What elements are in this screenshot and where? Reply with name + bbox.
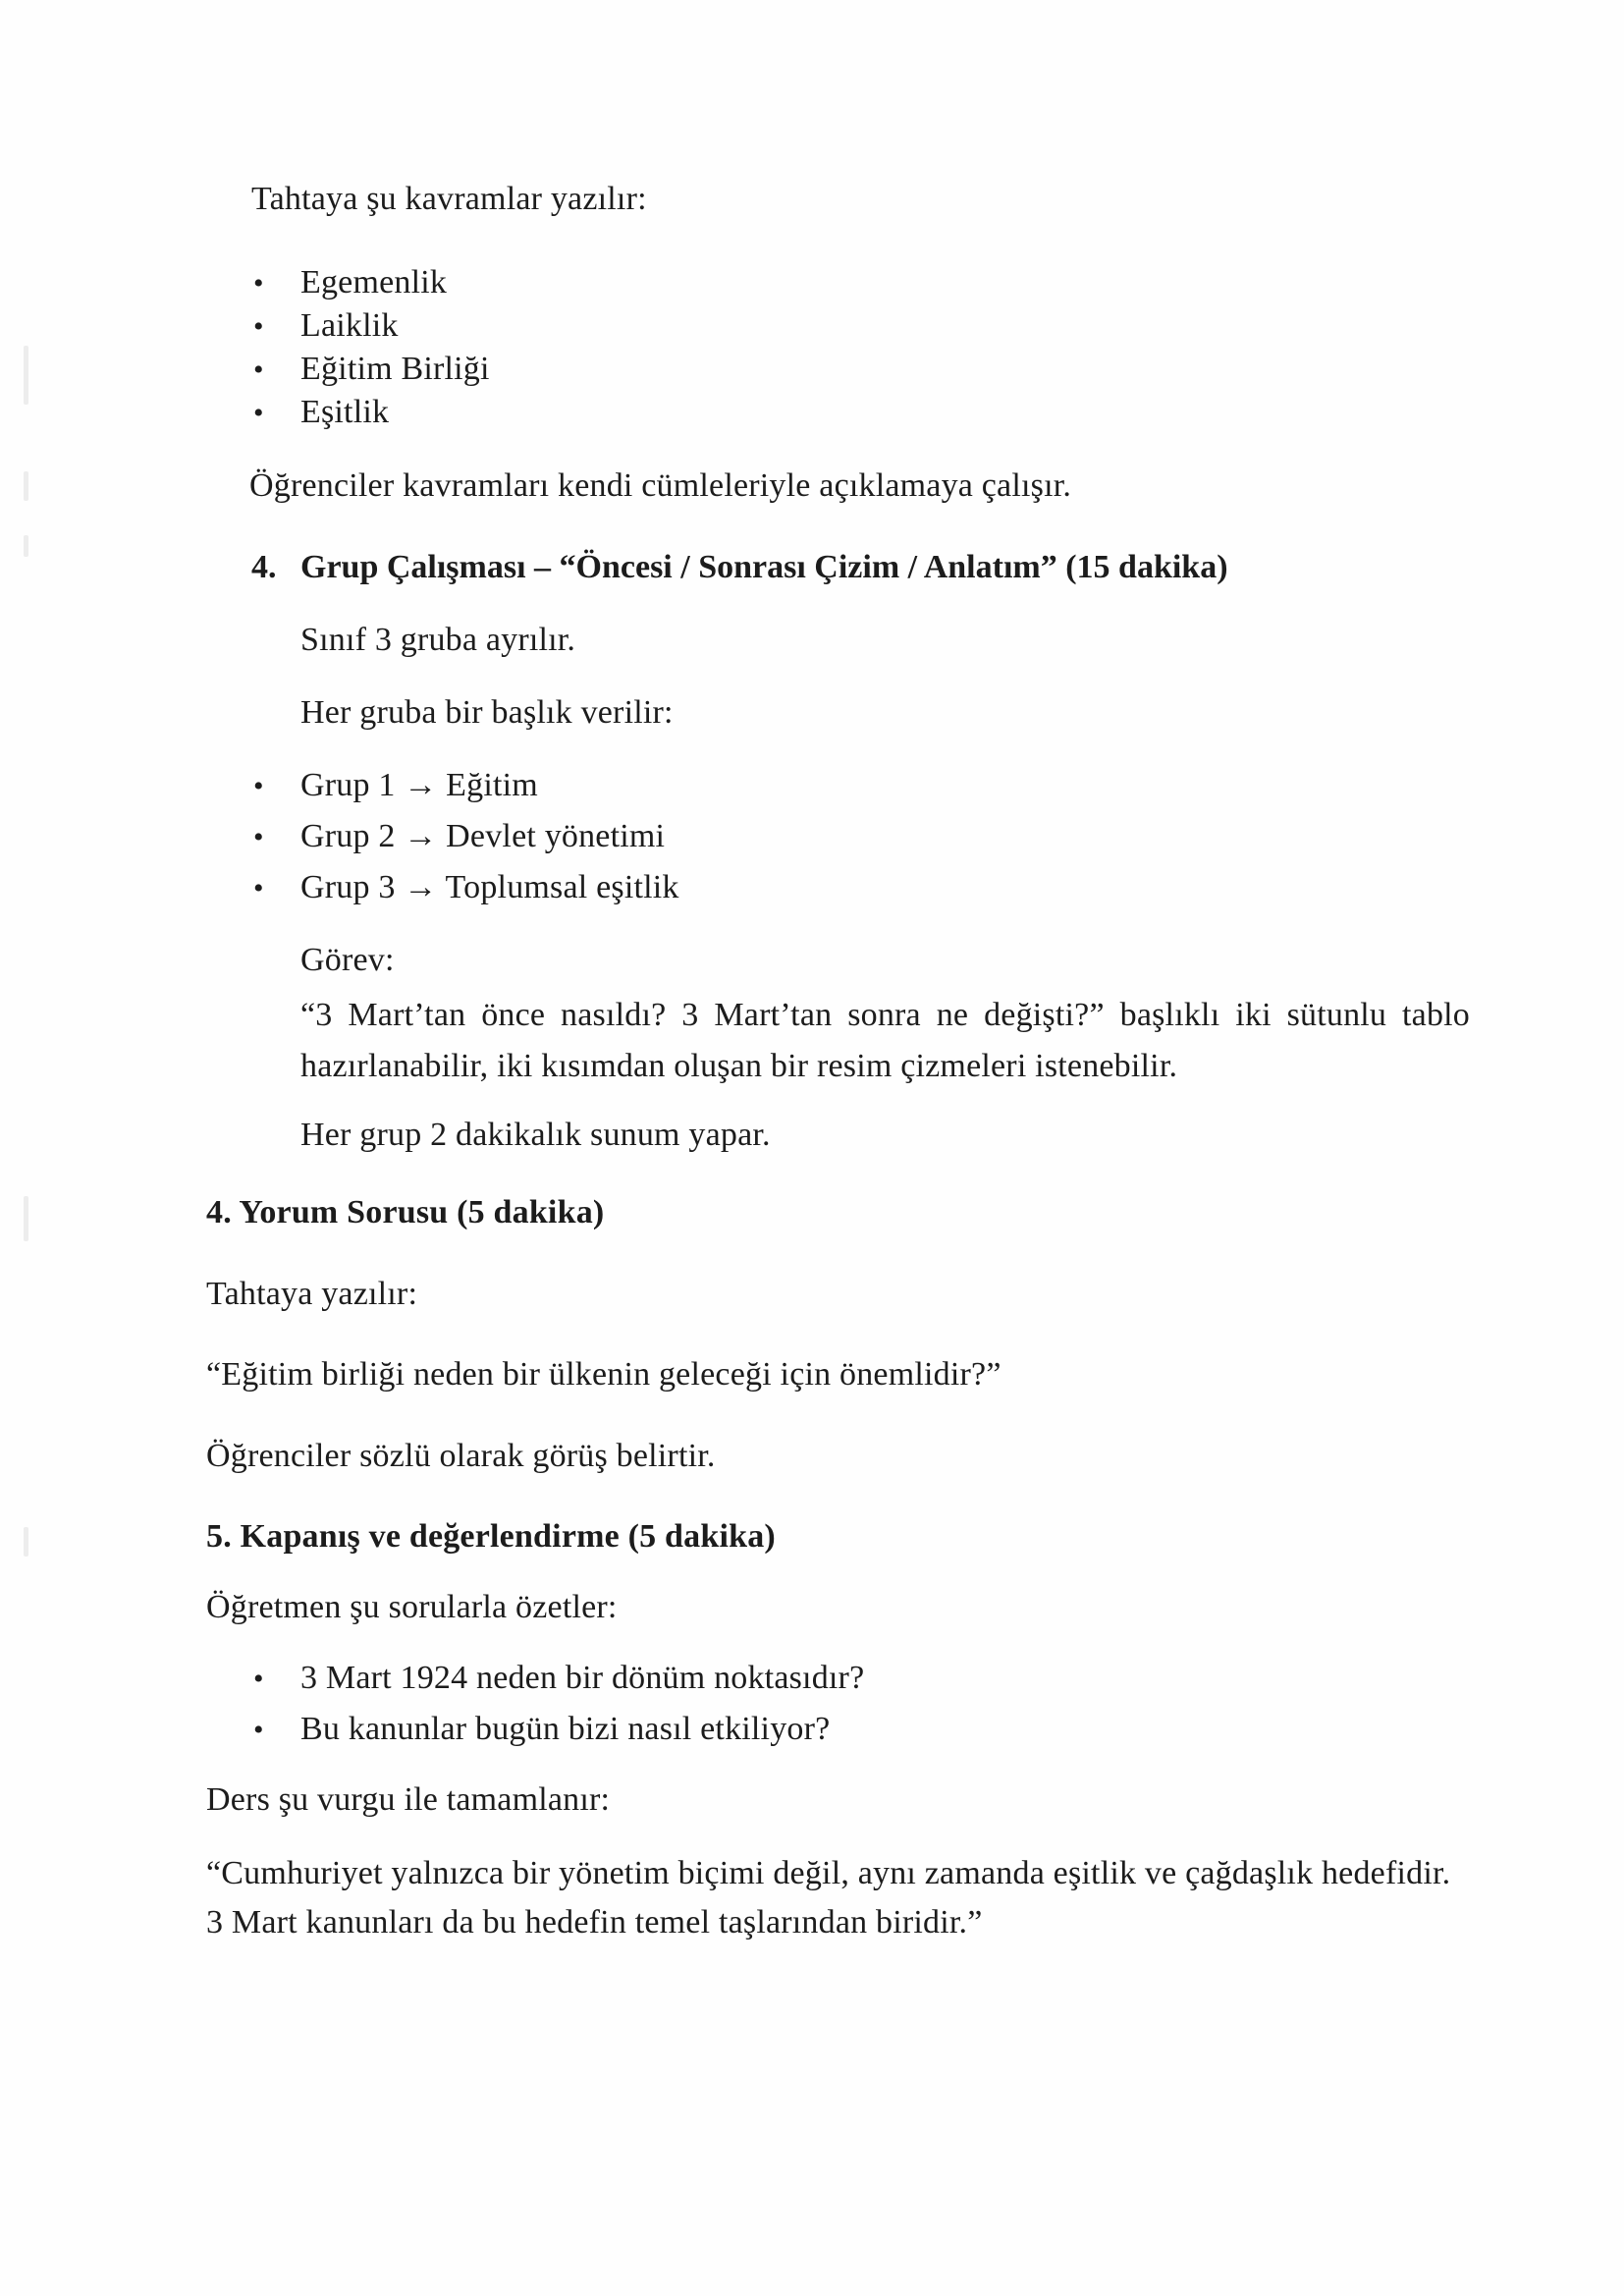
closing-section-heading: 5. Kapanış ve değerlendirme (5 dakika) xyxy=(206,1518,776,1555)
scan-artifact xyxy=(24,1527,28,1557)
group-activity-heading xyxy=(251,546,1228,589)
list-item xyxy=(253,348,490,392)
closing-question-item: 3 Mart 1924 neden bir dönüm noktasıdır? xyxy=(300,1660,865,1696)
assign-title-note: Her gruba bir başlık verilir: xyxy=(300,694,674,731)
bullet-icon: • xyxy=(253,354,264,386)
bullet-icon: • xyxy=(253,1714,264,1746)
list-item xyxy=(253,764,538,808)
list-item xyxy=(253,815,665,859)
bullet-icon: • xyxy=(253,397,264,429)
scan-artifact xyxy=(24,471,28,501)
oral-response-note: Öğrenciler sözlü olarak görüş belirtir. xyxy=(206,1438,716,1474)
board-write-note: Tahtaya yazılır: xyxy=(206,1276,418,1312)
comment-section-heading: 4. Yorum Sorusu (5 dakika) xyxy=(206,1194,605,1230)
closing-question-item: Bu kanunlar bugün bizi nasıl etkiliyor? xyxy=(300,1711,831,1747)
list-item xyxy=(253,391,389,435)
board-concepts-intro: Tahtaya şu kavramlar yazılır: xyxy=(251,181,647,217)
board-question-quote: “Eğitim birliği neden bir ülkenin geleceği için önemlidir?” xyxy=(206,1356,1001,1393)
bullet-icon: • xyxy=(253,821,264,853)
closing-quote: “Cumhuriyet yalnızca bir yönetim biçimi değil, aynı zamanda eşitlik ve çağdaşlık hedefidir. 3 Mart kanunları da bu hedefin temel taşlarından biridir.” xyxy=(206,1855,1451,1941)
scan-artifact xyxy=(24,346,28,405)
scan-artifact xyxy=(24,1196,28,1241)
list-item xyxy=(253,304,399,349)
lesson-end-note: Ders şu vurgu ile tamamlanır: xyxy=(206,1781,611,1818)
class-split-note: Sınıf 3 gruba ayrılır. xyxy=(300,622,576,658)
concept-item: Egemenlik xyxy=(300,264,448,301)
list-item xyxy=(253,1657,864,1701)
concepts-explanation-note: Öğrenciler kavramları kendi cümleleriyle açıklamaya çalışır. xyxy=(249,467,1072,504)
scan-artifact xyxy=(24,535,28,557)
group-item: Grup 1 → Eğitim xyxy=(300,767,538,803)
heading-title: Grup Çalışması – “Öncesi / Sonrası Çizim / Anlatım” (15 dakika) xyxy=(300,549,1228,585)
bullet-icon: • xyxy=(253,770,264,802)
list-item xyxy=(253,1708,830,1752)
heading-number: 4. xyxy=(251,549,277,585)
list-item xyxy=(253,261,447,305)
list-item xyxy=(253,866,679,910)
group-item: Grup 2 → Devlet yönetimi xyxy=(300,818,666,854)
task-description: “3 Mart’tan önce nasıldı? 3 Mart’tan sonra ne değişti?” başlıklı iki sütunlu tablo hazırlanabilir, iki kısımdan oluşan bir resim çizmeleri istenebilir. xyxy=(300,997,1470,1084)
concept-item: Eşitlik xyxy=(300,394,390,430)
presentation-note: Her grup 2 dakikalık sunum yapar. xyxy=(300,1117,771,1153)
bullet-icon: • xyxy=(253,310,264,343)
bullet-icon: • xyxy=(253,1663,264,1695)
task-label: Görev: xyxy=(300,942,395,978)
teacher-summary-note: Öğretmen şu sorularla özetler: xyxy=(206,1589,618,1625)
bullet-icon: • xyxy=(253,267,264,300)
concept-item: Eğitim Birliği xyxy=(300,351,490,387)
concept-item: Laiklik xyxy=(300,307,399,344)
bullet-icon: • xyxy=(253,872,264,904)
group-item: Grup 3 → Toplumsal eşitlik xyxy=(300,869,679,905)
